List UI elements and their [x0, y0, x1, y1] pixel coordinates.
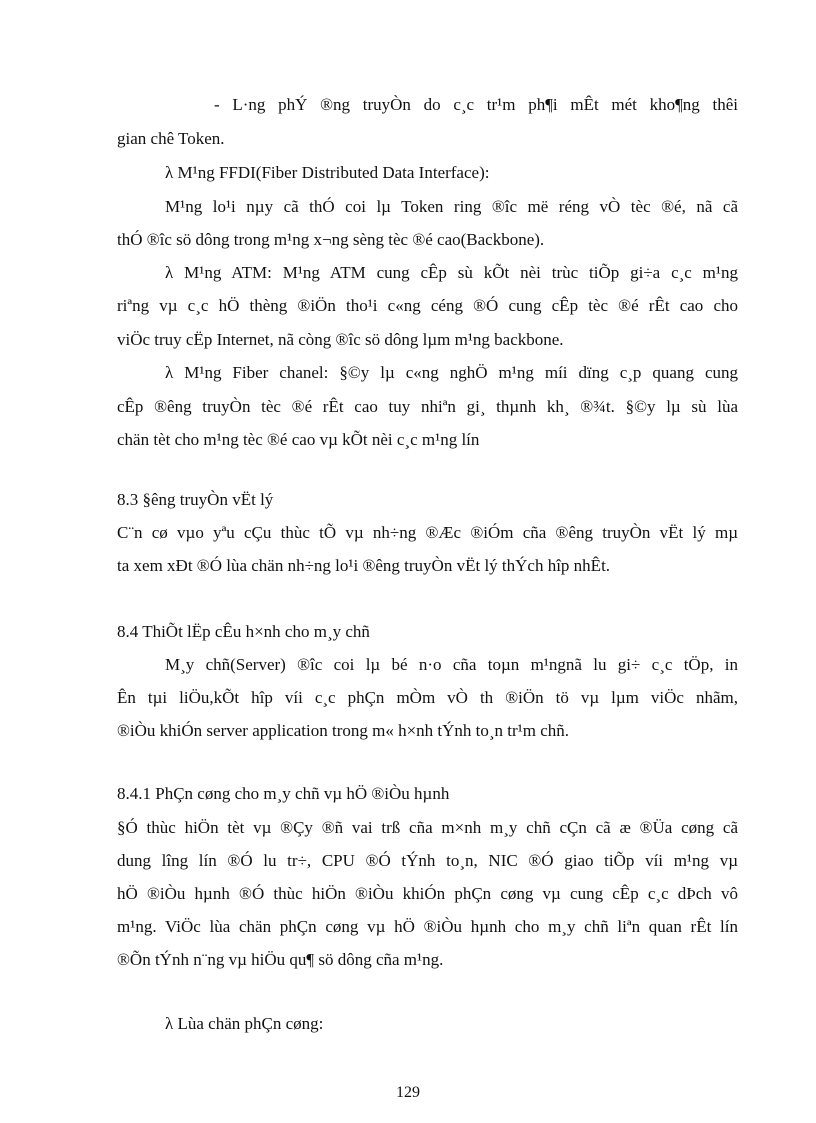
text-line: viÖc truy cËp Internet, nã còng ®îc sö dông lµm m¹ng backbone.: [117, 330, 564, 349]
section-heading: 8.3 §êng truyÒn vËt lý: [117, 490, 274, 509]
text-line: chän tèt cho m¹ng tèc ®é cao vµ kÕt nèi c¸c m¹ng lín: [117, 430, 480, 449]
section-heading: 8.4 ThiÕt lËp cÊu h×nh cho m¸y chñ: [117, 622, 370, 641]
text-line: §Ó thùc hiÖn tèt vµ ®Çy ®ñ vai trß cña m×nh m¸y chñ cÇn cã æ ®Üa cøng cã: [117, 818, 738, 837]
text-line: λ M¹ng FFDI(Fiber Distributed Data Interface):: [165, 163, 490, 182]
text-line: cÊp ®êng truyÒn tèc ®é rÊt cao tuy nhiªn gi¸ thµnh kh¸ ®¾t. §©y lµ sù lùa: [117, 397, 738, 416]
section-heading: 8.4.1 PhÇn cøng cho m¸y chñ vµ hÖ ®iÒu hµnh: [117, 784, 450, 803]
text-line: λ M¹ng ATM: M¹ng ATM cung cÊp sù kÕt nèi trùc tiÕp gi÷a c¸c m¹ng: [165, 263, 738, 282]
text-line: λ Lùa chän phÇn cøng:: [165, 1014, 324, 1033]
text-line: riªng vµ c¸c hÖ thèng ®iÖn tho¹i c«ng céng ®Ó cung cÊp tèc ®é rÊt cao cho: [117, 296, 738, 315]
text-line: ®Õn tÝnh n¨ng vµ hiÖu qu¶ sö dông cña m¹ng.: [117, 950, 444, 969]
text-line: gian chê Token.: [117, 129, 225, 148]
text-line: ta xem xÐt ®Ó lùa chän nh÷ng lo¹i ®êng truyÒn vËt lý thÝch hîp nhÊt.: [117, 556, 611, 575]
text-line: hÖ ®iÒu hµnh ®Ó thùc hiÖn ®iÒu khiÓn phÇn cøng vµ cung cÊp c¸c dÞch vô: [117, 884, 738, 903]
text-line: M¹ng lo¹i nµy cã thÓ coi lµ Token ring ®îc më réng vÒ tèc ®é, nã cã: [165, 197, 738, 216]
text-line: Ên tµi liÖu,kÕt hîp víi c¸c phÇn mÒm vÒ th ®iÖn tö vµ lµm viÖc nhãm,: [117, 688, 738, 707]
text-line: λ M¹ng Fiber chanel: §©y lµ c«ng nghÖ m¹ng míi dïng c¸p quang cung: [165, 363, 738, 382]
text-line: m¹ng. ViÖc lùa chän phÇn cøng vµ hÖ ®iÒu hµnh cho m¸y chñ liªn quan rÊt lín: [117, 917, 738, 936]
text-line: M¸y chñ(Server) ®îc coi lµ bé n·o cña toµn m¹ngnã lu gi÷ c¸c tÖp, in: [165, 655, 738, 674]
text-line: thÓ ®îc sö dông trong m¹ng x¬ng sèng tèc ®é cao(Backbone).: [117, 230, 545, 249]
text-line: C¨n cø vµo yªu cÇu thùc tÕ vµ nh÷ng ®Æc ®iÓm cña ®êng truyÒn vËt lý mµ: [117, 523, 738, 542]
text-line: ®iÒu khiÓn server application trong m« h×nh tÝnh to¸n tr¹m chñ.: [117, 721, 570, 740]
text-line: - L·ng phÝ ®ng truyÒn do c¸c tr¹m ph¶i mÊt mét kho¶ng thêi: [214, 95, 738, 114]
text-line: dung lîng lín ®Ó lu tr÷, CPU ®Ó tÝnh to¸n, NIC ®Ó giao tiÕp víi m¹ng vµ: [117, 851, 738, 870]
page-number: 129: [396, 1084, 420, 1101]
